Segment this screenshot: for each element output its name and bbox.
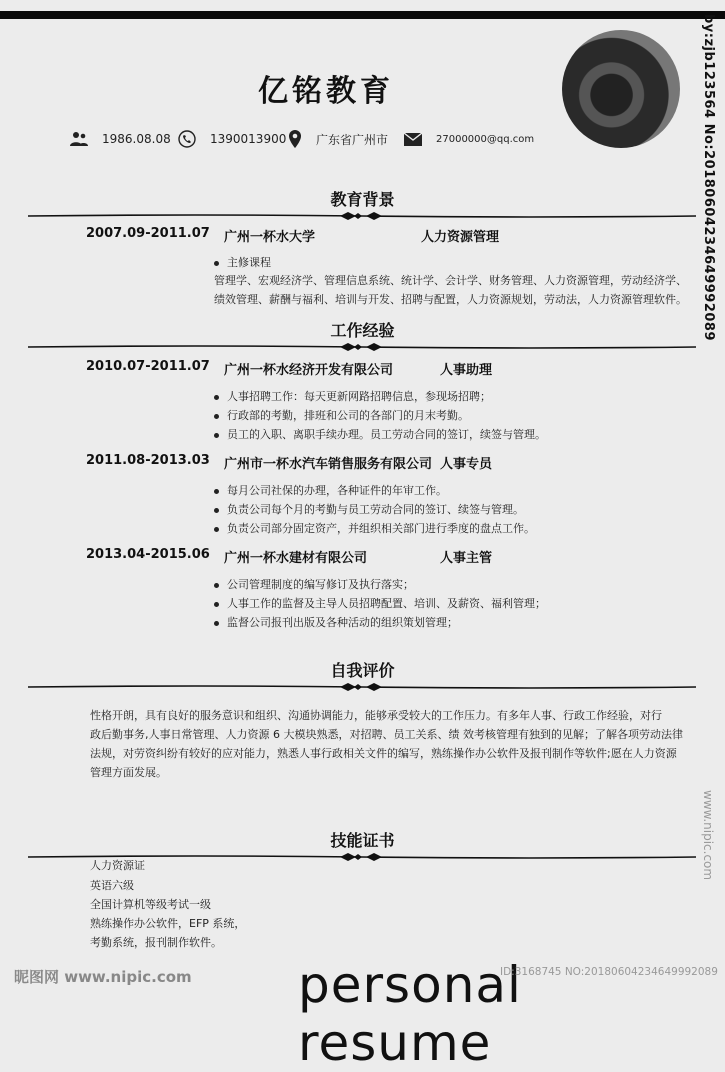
side-watermark-text: by:zjb123564 No:20180604234649992089 [701,14,716,342]
email-info [404,128,534,150]
edu-course-label [214,254,271,270]
top-bar [0,11,725,19]
section-divider [28,342,696,352]
skill-item: 全国计算机等级考试一级 [90,898,211,911]
location-info [288,128,388,150]
skill-item: 熟练操作办公软件，EFP 系统， [90,917,246,930]
edu-major: 人力资源管理 [421,230,500,245]
bullet-dot [214,602,219,607]
skill-item: 考勤系统，报刊制作软件。 [90,936,222,949]
phone-number: 1390013900 [210,132,287,146]
job-item [214,576,414,592]
bullet-dot [214,621,219,626]
bullet-dot [214,414,219,419]
phone-info [178,128,286,150]
edu-school: 广州一杯水大学 [224,230,316,245]
self-eval-line: 政后勤事务,人事日常管理、人力资源 6 大模块熟悉，对招聘、员工关系、绩 效考核管理有独到的见解；了解各项劳动法律 [90,728,683,741]
location-text: 广东省广州市 [316,132,389,147]
birth-info [70,128,171,150]
job-date: 2010.07-2011.07 [86,359,210,374]
job-item [214,501,524,517]
job-item-text: 员工的入职、离职手续办理。员工劳动合同的签订，续签与管理。 [227,428,546,441]
section-self-header [0,658,725,688]
email-text: 27000000@qq.com [436,133,535,145]
side-watermark [701,14,721,354]
self-eval-line: 性格开朗，具有良好的服务意识和组织、沟通协调能力，能够承受较大的工作压力。有多年人事、行政工作经验，对行 [90,709,662,722]
birth-date: 1986.08.08 [102,132,171,146]
location-pin-icon [288,130,302,148]
job-item [214,388,491,404]
bullet-dot [214,395,219,400]
section-skills-header [0,828,725,858]
bullet-dot [214,261,219,266]
section-work-header [0,318,725,348]
job-item [214,595,546,611]
bullet-dot [214,527,219,532]
side-watermark-site-text: www.nipic.com [701,790,715,881]
edu-course-line-1: 管理学、宏观经济学、管理信息系统、统计学、会计学、财务管理、人力资源管理，劳动经济学、 [214,274,687,287]
job-item [214,482,447,498]
bullet-dot [214,433,219,438]
bullet-dot [214,508,219,513]
job-item-text: 行政部的考勤，排班和公司的各部门的月末考勤。 [227,409,469,422]
bullet-dot [214,489,219,494]
section-divider [28,211,696,221]
job-title: 人事助理 [440,363,493,378]
job-item [214,426,546,442]
bottom-id-watermark: ID:3168745 NO:20180604234649992089 [500,966,718,978]
section-education-header [0,187,725,217]
skill-item: 英语六级 [90,879,134,892]
section-title: 工作经验 [330,321,395,340]
job-item [214,407,469,423]
job-company: 广州一杯水建材有限公司 [224,551,368,566]
job-item-text: 负责公司每个月的考勤与员工劳动合同的签订、续签与管理。 [227,503,524,516]
section-divider [28,682,696,692]
edu-course-line-2: 绩效管理、薪酬与福利、培训与开发、招聘与配置，人力资源规划，劳动法，人力资源管理软件。 [214,293,687,306]
course-label-text: 主修课程 [227,256,271,269]
job-company: 广州一杯水经济开发有限公司 [224,363,394,378]
profile-photo [562,30,680,148]
self-eval-line: 法规，对劳资纠纷有较好的应对能力，熟悉人事行政相关文件的编写，熟练操作办公软件及报刊制作等软件;愿在人力资源 [90,747,677,760]
job-title: 人事主管 [440,551,493,566]
side-watermark-site [701,790,719,880]
bullet-dot [214,583,219,588]
job-item-text: 人事招聘工作：每天更新网路招聘信息，参现场招聘； [227,390,491,403]
phone-icon [178,130,196,148]
skill-item: 人力资源证 [90,859,145,872]
edu-date: 2007.09-2011.07 [86,226,210,241]
job-item-text: 每月公司社保的办理，各种证件的年审工作。 [227,484,447,497]
bottom-left-watermark: 昵图网 www.nipic.com [14,968,192,986]
resume-name: 亿铭教育 [258,74,394,109]
job-item [214,614,458,630]
job-item [214,520,535,536]
self-eval-line: 管理方面发展。 [90,766,167,779]
job-item-text: 公司管理制度的编写修订及执行落实； [227,578,414,591]
person-icon [70,131,88,147]
job-company: 广州市一杯水汽车销售服务有限公司 [224,457,433,472]
job-item-text: 监督公司报刊出版及各种活动的组织策划管理； [227,616,458,629]
mail-icon [404,133,422,146]
job-date: 2011.08-2013.03 [86,453,210,468]
footer-big-text: personal resume [298,956,522,1072]
job-item-text: 人事工作的监督及主导人员招聘配置、培训、及薪资、福利管理； [227,597,546,610]
section-title: 自我评价 [330,661,395,680]
job-item-text: 负责公司部分固定资产，并组织相关部门进行季度的盘点工作。 [227,522,535,535]
job-title: 人事专员 [440,457,493,472]
section-title: 技能证书 [330,831,395,850]
section-title: 教育背景 [330,190,395,209]
job-date: 2013.04-2015.06 [86,547,210,562]
